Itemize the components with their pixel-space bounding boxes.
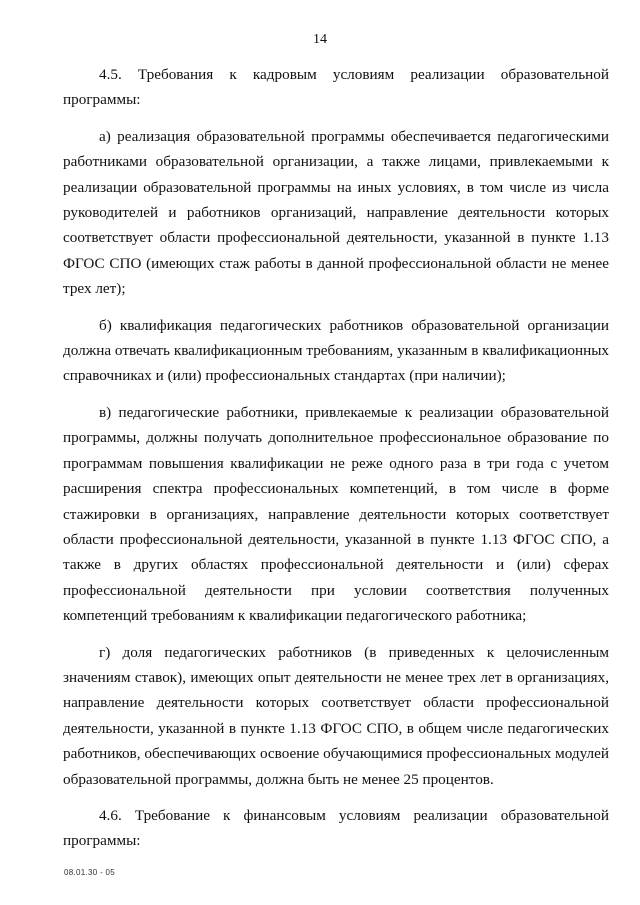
paragraph-v: в) педагогические работники, привлекаемые к реализации образовательной программы, должны получать дополнительное профессиональное образование по программам повышения квалификации не реже одного раза в три года с учетом расширения спектра профессиональных компетенций, в том числе в форме стажировки в организациях, направление деятельности которых соответствует области профессиональной деятельности, указанной в пункте 1.13 ФГОС СПО, а также в других областях профессиональной деятельности и (или) сферах профессиональной деятельности при условии соответствия полученных компетенций требованиям к квалификации педагогического работника; [63,403,609,625]
document-code: 08.01.30 - 05 [64,868,116,877]
paragraph-b: б) квалификация педагогических работников образовательной организации должна отвечать квалификационным требованиям, указанным в квалификационных справочниках и (или) профессиональных стандартах (при наличии); [63,316,609,385]
section-heading-4-5: 4.5. Требования к кадровым условиям реализации образовательной программы: [63,66,609,109]
page-number: 14 [313,32,327,47]
paragraph-g: г) доля педагогических работников (в приведенных к целочисленным значениям ставок), имеющих опыт деятельности не менее трех лет в организациях, направление деятельности которых соответствует области профессиональной деятельности, указанной в пункте 1.13 ФГОС СПО, в общем числе педагогических работников, обеспечивающих освоение обучающимися профессиональных модулей образовательной программы, должна быть не менее 25 процентов. [63,643,609,788]
document-body [63,62,609,854]
paragraph-a: а) реализация образовательной программы обеспечивается педагогическими работниками образовательной организации, а также лицами, привлекаемыми к реализации образовательной программы на иных условиях, в том числе из числа руководителей и работников организаций, направление деятельности которых соответствует области профессиональной деятельности, указанной в пункте 1.13 ФГОС СПО (имеющих стаж работы в данной профессиональной области не менее трех лет); [63,127,609,298]
section-heading-4-6: 4.6. Требование к финансовым условиям реализации образовательной программы: [63,806,609,850]
